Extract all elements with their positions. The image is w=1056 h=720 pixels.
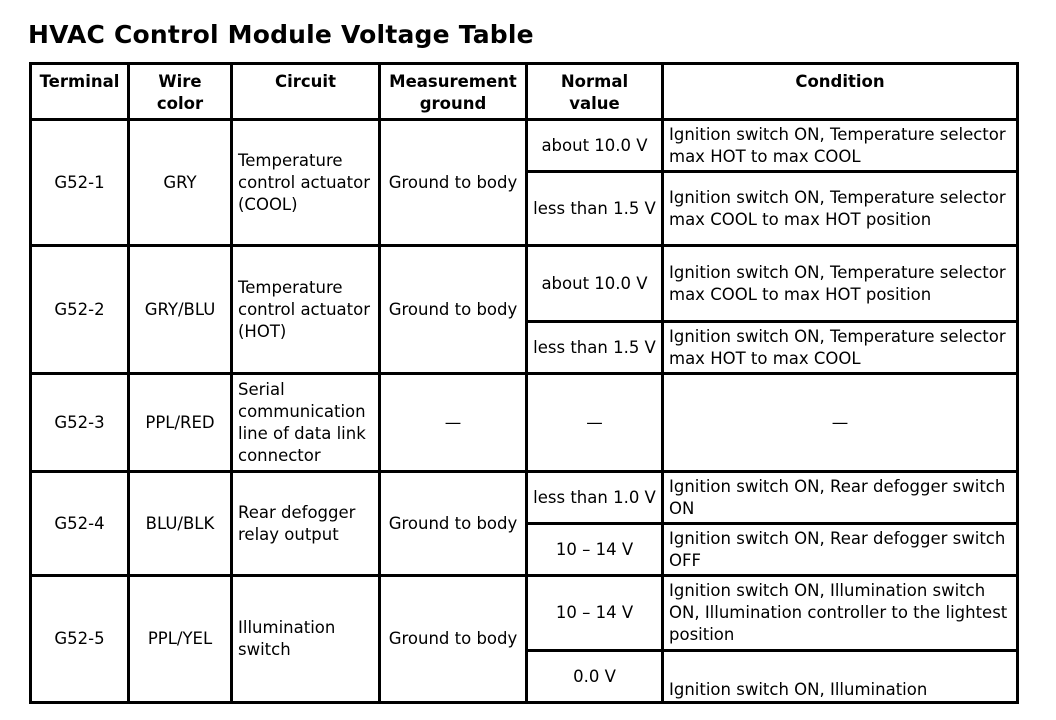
ground-cell: Ground to body xyxy=(380,120,527,246)
voltage-table xyxy=(29,62,1019,704)
table-row xyxy=(31,120,1018,172)
table-header-row xyxy=(31,64,1018,120)
terminal-cell: G52-4 xyxy=(31,472,129,576)
wire-color-cell: GRY/BLU xyxy=(129,246,232,374)
normal-value-cell: about 10.0 V xyxy=(527,246,663,322)
normal-value-cell: less than 1.5 V xyxy=(527,172,663,246)
table-row xyxy=(31,374,1018,472)
condition-cell: Ignition switch ON, Temperature selector max HOT to max COOL xyxy=(663,322,1018,374)
terminal-cell: G52-1 xyxy=(31,120,129,246)
header-terminal: Terminal xyxy=(31,64,129,120)
terminal-cell: G52-5 xyxy=(31,576,129,703)
circuit-cell: Illumination switch xyxy=(232,576,380,703)
header-circuit: Circuit xyxy=(232,64,380,120)
condition-cell: Ignition switch ON, Temperature selector max COOL to max HOT position xyxy=(663,246,1018,322)
table-row xyxy=(31,472,1018,524)
condition-cell: Ignition switch ON, Temperature selector max COOL to max HOT position xyxy=(663,172,1018,246)
condition-cell: — xyxy=(663,374,1018,472)
header-condition: Condition xyxy=(663,64,1018,120)
wire-color-cell: GRY xyxy=(129,120,232,246)
circuit-cell: Serial communication line of data link connector xyxy=(232,374,380,472)
ground-cell: Ground to body xyxy=(380,576,527,703)
header-measurement-ground: Measurement ground xyxy=(380,64,527,120)
condition-cell: Ignition switch ON, Illumination switch ON, Illumination controller to the lightest position xyxy=(663,576,1018,651)
circuit-cell: Rear defogger relay output xyxy=(232,472,380,576)
ground-cell: — xyxy=(380,374,527,472)
condition-cell: Ignition switch ON, Rear defogger switch ON xyxy=(663,472,1018,524)
wire-color-cell: BLU/BLK xyxy=(129,472,232,576)
normal-value-cell: less than 1.5 V xyxy=(527,322,663,374)
normal-value-cell: 0.0 V xyxy=(527,651,663,703)
condition-cell: Ignition switch ON, Illumination xyxy=(663,651,1018,703)
normal-value-cell: 10 – 14 V xyxy=(527,576,663,651)
terminal-cell: G52-3 xyxy=(31,374,129,472)
condition-cell: Ignition switch ON, Temperature selector max HOT to max COOL xyxy=(663,120,1018,172)
condition-cell: Ignition switch ON, Rear defogger switch OFF xyxy=(663,524,1018,576)
terminal-cell: G52-2 xyxy=(31,246,129,374)
normal-value-cell: less than 1.0 V xyxy=(527,472,663,524)
table-row xyxy=(31,576,1018,651)
header-normal-value: Normal value xyxy=(527,64,663,120)
table-row xyxy=(31,246,1018,322)
ground-cell: Ground to body xyxy=(380,246,527,374)
normal-value-cell: about 10.0 V xyxy=(527,120,663,172)
circuit-cell: Temperature control actuator (COOL) xyxy=(232,120,380,246)
normal-value-cell: 10 – 14 V xyxy=(527,524,663,576)
circuit-cell: Temperature control actuator (HOT) xyxy=(232,246,380,374)
wire-color-cell: PPL/RED xyxy=(129,374,232,472)
page-title: HVAC Control Module Voltage Table xyxy=(28,20,534,49)
normal-value-cell: — xyxy=(527,374,663,472)
header-wire-color: Wire color xyxy=(129,64,232,120)
ground-cell: Ground to body xyxy=(380,472,527,576)
wire-color-cell: PPL/YEL xyxy=(129,576,232,703)
